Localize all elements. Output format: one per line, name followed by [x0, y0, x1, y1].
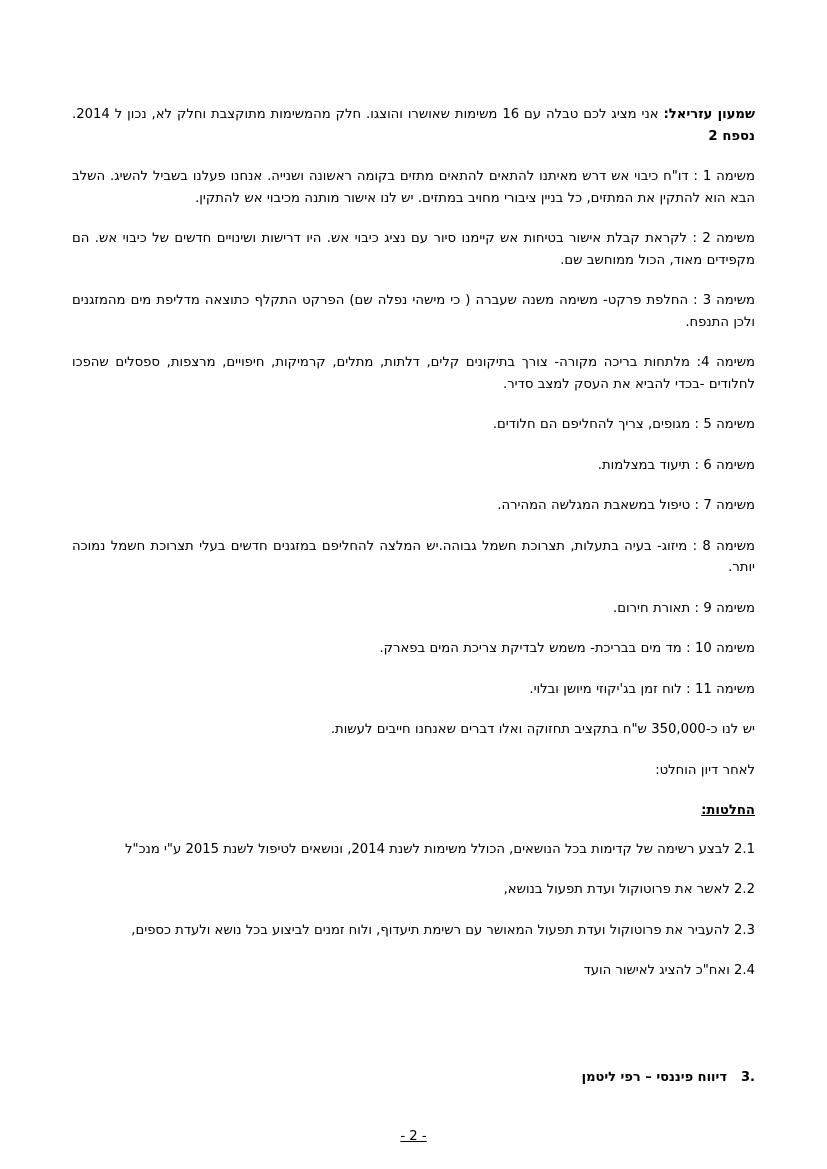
- appendix-reference: נספח 2: [708, 128, 755, 144]
- decisions-heading-text: החלטות:: [701, 803, 755, 818]
- decision-2-4-paragraph: 2.4 ואח"כ להציג לאישור הועד: [583, 963, 755, 978]
- page-number: [0, 1129, 827, 1144]
- task-6-paragraph: משימה 6 : תיעוד במצלמות.: [597, 457, 755, 473]
- decision-2-1-paragraph: 2.1 לבצע רשימה של קדימות בכל הנושאים, הכולל משימות לשנת 2014, ונושאים לטיפול לשנת 2015 ע"י מנכ"ל: [125, 841, 755, 857]
- task-5-paragraph: משימה 5 : מגופים, צריך להחליפם הם חלודים.: [492, 417, 755, 432]
- decision-2-2-paragraph: 2.2 לאשר את פרוטוקול ועדת תפעול בנושא,: [503, 882, 755, 897]
- agenda-item-3: [72, 1068, 755, 1088]
- agenda-item-number: .3: [741, 1070, 755, 1085]
- task-8-paragraph: משימה 8 : מיזוג- בעיה בתעלות, תצרוכת חשמל גבוהה.יש המלצה להחליפם במזגנים חדשים בעלי תצרוכת חשמל נמוכה יותר.: [72, 538, 755, 575]
- after-discussion-paragraph: לאחר דיון הוחלט:: [655, 762, 755, 778]
- decisions-heading: [72, 800, 755, 822]
- speaker-intro-text: אני מציג לכם טבלה עם 16 משימות שאושרו והוצגו. חלק מהמשימות מתוקצבת וחלק לא, נכון ל 2014.: [72, 107, 664, 122]
- agenda-item-title: דיווח פיננסי – רפי ליטמן: [581, 1070, 727, 1085]
- task-4-paragraph: משימה 4: מלתחות בריכה מקורה- צורך בתיקונים קלים, דלתות, מתלים, קרמיקות, חיפויים, מרצפות, ספסלים שהפכו לחלודים -בכדי להביא את העסק למצב סדיר.: [72, 355, 756, 392]
- task-1-paragraph: משימה 1 : דו"ח כיבוי אש דרש מאיתנו להתאים להתאים מתזים בקומה ראשונה ושנייה. אנחנו פעלנו בשביל להשיג. השלב הבא הוא להתקין את המתזים, כל בניין ציבורי מחויב במתזים. יש לנו אישור מותנה מכיבוי אש להתקין.: [72, 169, 755, 206]
- task-3-paragraph: משימה 3 : החלפת פרקט- משימה משנה שעברה ( כי מישהי נפלה שם) הפרקט התקלף כתוצאה מדליפת מים מהמזגנים ולכן התנפח.: [72, 293, 755, 330]
- page-number-text: - 2 -: [400, 1129, 427, 1144]
- task-7-paragraph: משימה 7 : טיפול במשאבת המגלשה המהירה.: [497, 498, 755, 513]
- task-2-paragraph: משימה 2 : לקראת קבלת אישור בטיחות אש קיימנו סיור עם נציג כיבוי אש. היו דרישות ושינויים חדשים של כיבוי אש. הם מקפידים מאוד, הכול ממוחשב שם.: [72, 231, 755, 268]
- task-9-paragraph: משימה 9 : תאורת חירום.: [613, 600, 755, 616]
- document-body: [72, 104, 755, 1001]
- speaker-intro-paragraph: [72, 104, 755, 147]
- budget-note-paragraph: יש לנו כ-350,000 ש"ח בתקציב תחזוקה ואלו דברים שאנחנו חייבים לעשות.: [330, 722, 755, 737]
- decision-2-3-paragraph: 2.3 להעביר את פרוטוקול ועדת תפעול המאושר עם רשימת תיעדוף, ולוח זמנים לביצוע בכל נושא ולעדת כספים,: [131, 922, 755, 938]
- task-11-paragraph: משימה 11 : לוח זמן בג'יקוזי מיושן ובלוי.: [529, 681, 755, 697]
- speaker-name: שמעון עזריאל:: [663, 107, 755, 122]
- task-10-paragraph: משימה 10 : מד מים בבריכת- משמש לבדיקת צריכת המים בפארק.: [379, 641, 755, 656]
